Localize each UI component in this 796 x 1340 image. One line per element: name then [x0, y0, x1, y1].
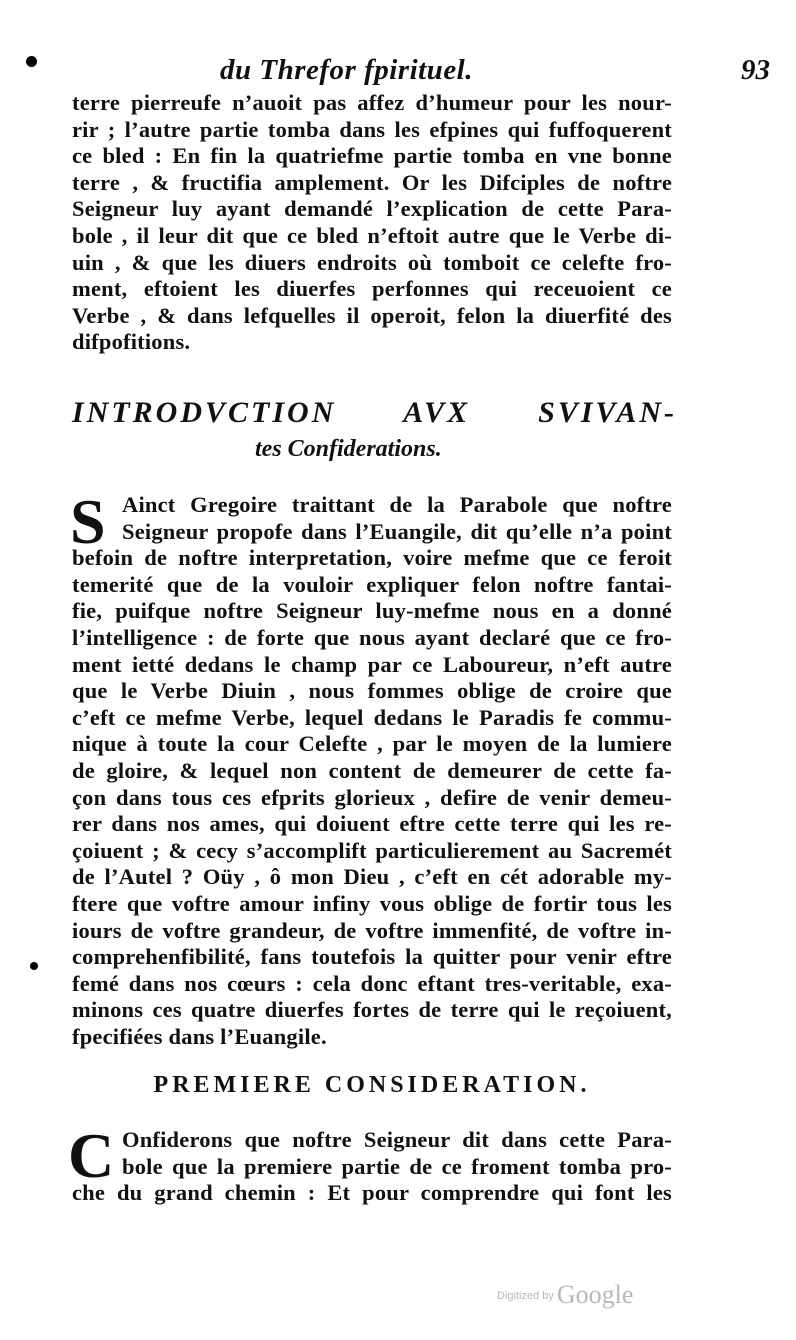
text-line: çoiuent ; & cecy s’accomplift particulierement au Sacremét — [72, 837, 672, 863]
text-line: comprehenfibilité, fans toutefois la quitter pour venir eftre — [72, 944, 672, 970]
text-line: de l’Autel ? Oüy , ô mon Dieu , c’eft en cét adorable my- — [72, 864, 672, 890]
text-line: l’intelligence : de forte que nous ayant declaré que ce fro- — [72, 624, 672, 650]
text-line: Verbe , & dans lefquelles il operoit, felon la diuerfité des — [72, 302, 672, 328]
text-line: Seigneur propofe dans l’Euangile, dit qu’elle n’a point — [122, 518, 672, 544]
text-line: Seigneur luy ayant demandé l’explication de cette Para- — [72, 196, 672, 222]
text-line: temerité que de la vouloir expliquer felon noftre fantai- — [72, 571, 672, 597]
section-heading-continued: tes Confiderations. — [255, 436, 442, 462]
digitization-watermark — [497, 1280, 633, 1310]
text-line: uin , & que les diuers endroits où tomboit ce celefte fro- — [72, 249, 672, 275]
running-header — [150, 54, 770, 94]
text-line: bole que la premiere partie de ce froment tomba pro- — [122, 1153, 672, 1179]
text-line: terre pierreufe n’auoit pas affez d’humeur pour les nour- — [72, 90, 672, 115]
consideration-heading: PREMIERE CONSIDERATION. — [153, 1072, 591, 1098]
text-line: rir ; l’autre partie tomba dans les efpines qui fuffoquerent — [72, 116, 672, 142]
text-line: çon dans tous ces efprits glorieux , defire de venir demeu- — [72, 784, 672, 810]
text-segment: Gregoire traittant de la Parabole que noftre — [175, 492, 672, 517]
text-line: rer dans nos ames, qui doiuent eftre cette terre qui les re- — [72, 811, 672, 837]
text-line: iours de voftre grandeur, de voftre immenfité, de voftre in- — [72, 917, 672, 943]
consideration-paragraph-start — [122, 1127, 672, 1180]
first-word: Ainct — [122, 492, 176, 517]
text-line: nique à toute la cour Celefte , par le moyen de la lumiere — [72, 731, 672, 757]
ink-dot — [30, 962, 38, 970]
running-title: du Threfor fpirituel. — [220, 54, 473, 86]
text-line: ce bled : En fin la quatriefme partie tomba en vne bonne — [72, 143, 672, 169]
section-heading: INTRODVCTION AVX SVIVAN- — [72, 396, 677, 429]
text-line: ftere que voftre amour infiny vous oblige de fortir tous les — [72, 890, 672, 916]
text-line — [122, 1127, 672, 1154]
opening-paragraph — [72, 90, 672, 356]
intro-paragraph — [72, 545, 672, 1050]
text-line: fie, puifque noftre Seigneur luy-mefme nous en a donné — [72, 598, 672, 624]
intro-paragraph-start — [122, 492, 672, 545]
text-line: che du grand chemin : Et pour comprendre qui font les — [72, 1180, 672, 1206]
text-line: ment, eftoient les diuerfes perfonnes qui receuoient ce — [72, 276, 672, 302]
text-line — [122, 492, 672, 519]
watermark-prefix: Digitized by — [497, 1290, 554, 1302]
text-line: bole , il leur dit que ce bled n’eftoit autre que le Verbe di- — [72, 222, 672, 248]
google-logo: Google — [556, 1280, 634, 1309]
text-line: c’eft ce mefme Verbe, lequel dedans le Paradis fe commu- — [72, 704, 672, 730]
consideration-paragraph — [72, 1180, 672, 1207]
page-number: 93 — [741, 54, 770, 86]
text-segment: que noftre Seigneur dit dans cette Para- — [232, 1127, 672, 1152]
text-line: minons ces quatre diuerfes fortes de terre qui le reçoiuent, — [72, 997, 672, 1023]
text-line: femé dans nos cœurs : cela donc eftant tres-veritable, exa- — [72, 970, 672, 996]
text-line: fpecifiées dans l’Euangile. — [72, 1023, 327, 1049]
text-line: de gloire, & lequel non content de demeurer de cette fa- — [72, 757, 672, 783]
first-word: Onfiderons — [122, 1127, 233, 1152]
drop-cap: C — [68, 1120, 115, 1191]
text-line: difpofitions. — [72, 329, 191, 355]
text-line: terre , & fructifia amplement. Or les Difciples de noftre — [72, 169, 672, 195]
text-line: befoin de noftre interpretation, voire mefme que ce feroit — [72, 545, 672, 571]
text-line: que le Verbe Diuin , nous fommes oblige de croire que — [72, 678, 672, 704]
ink-dot — [26, 56, 37, 67]
text-line: ment ietté dedans le champ par ce Laboureur, n’eft autre — [72, 651, 672, 677]
drop-cap: S — [70, 486, 106, 557]
